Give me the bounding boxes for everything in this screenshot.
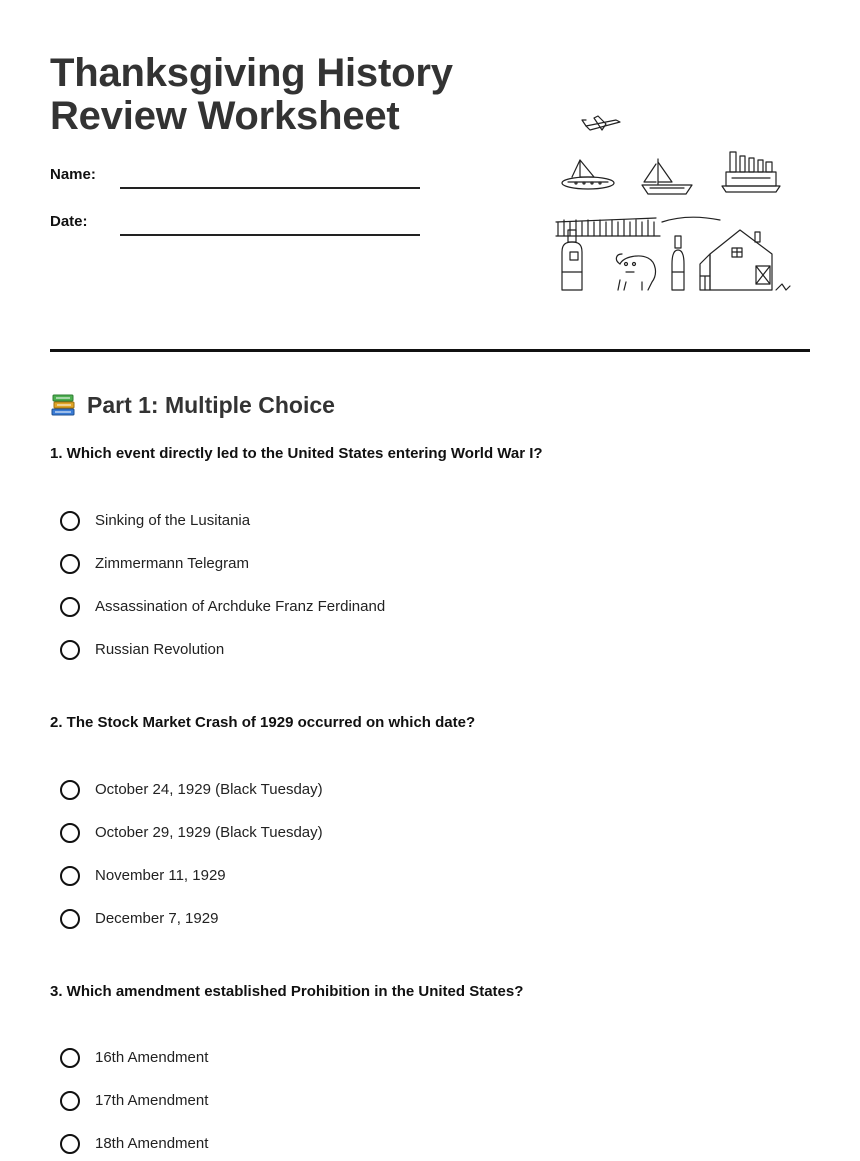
option[interactable]	[60, 585, 385, 628]
header-divider	[50, 349, 810, 352]
radio-button[interactable]	[60, 597, 80, 617]
wheat-field-icon	[556, 217, 720, 236]
radio-button[interactable]	[60, 640, 80, 660]
part1-heading	[50, 388, 335, 422]
books-icon	[50, 391, 78, 419]
radio-button[interactable]	[60, 511, 80, 531]
options-list	[60, 499, 385, 671]
question-text: 3. Which amendment established Prohibition in the United States?	[50, 983, 524, 1000]
title-line-2: Review Worksheet	[50, 94, 400, 138]
option-label[interactable]: Russian Revolution	[95, 641, 225, 658]
airplane-icon	[582, 116, 620, 130]
option-label[interactable]: 16th Amendment	[95, 1049, 209, 1066]
option[interactable]	[60, 854, 323, 897]
name-field	[50, 160, 430, 190]
radio-button[interactable]	[60, 1048, 80, 1068]
radio-button[interactable]	[60, 909, 80, 929]
option-label[interactable]: 17th Amendment	[95, 1092, 209, 1109]
option[interactable]	[60, 897, 323, 940]
sailboat-icon	[642, 159, 692, 194]
option[interactable]	[60, 1079, 208, 1122]
question-3	[50, 981, 830, 1152]
ox-icon	[616, 254, 655, 290]
option[interactable]	[60, 1122, 208, 1161]
date-field	[50, 207, 430, 237]
radio-button[interactable]	[60, 780, 80, 800]
options-list	[60, 1036, 208, 1161]
house-icon	[700, 230, 790, 290]
date-label: Date:	[50, 213, 88, 230]
airship-icon	[562, 160, 614, 189]
question-2	[50, 712, 830, 927]
option[interactable]	[60, 768, 323, 811]
question-text: 1. Which event directly led to the United States entering World War I?	[50, 445, 543, 462]
option-label[interactable]: November 11, 1929	[95, 867, 226, 884]
radio-button[interactable]	[60, 866, 80, 886]
question-1	[50, 443, 830, 658]
radio-button[interactable]	[60, 1134, 80, 1154]
options-list	[60, 768, 323, 940]
option-label[interactable]: Sinking of the Lusitania	[95, 512, 251, 529]
option[interactable]	[60, 542, 385, 585]
option-label[interactable]: 18th Amendment	[95, 1135, 209, 1152]
date-input-line[interactable]	[120, 234, 420, 236]
name-label: Name:	[50, 166, 96, 183]
option-label[interactable]: Assassination of Archduke Franz Ferdinand	[95, 598, 386, 615]
option-label[interactable]: October 29, 1929 (Black Tuesday)	[95, 824, 323, 841]
radio-button[interactable]	[60, 1091, 80, 1111]
wine-bottle-icon	[672, 236, 684, 290]
option-label[interactable]: December 7, 1929	[95, 910, 219, 927]
name-input-line[interactable]	[120, 187, 420, 189]
worksheet-title	[50, 52, 510, 138]
radio-button[interactable]	[60, 823, 80, 843]
question-text: 2. The Stock Market Crash of 1929 occurred on which date?	[50, 714, 476, 731]
option[interactable]	[60, 811, 323, 854]
history-collage-illustration	[550, 104, 800, 300]
option[interactable]	[60, 628, 385, 671]
title-line-1: Thanksgiving History	[50, 51, 453, 95]
part1-heading-text: Part 1: Multiple Choice	[87, 391, 335, 418]
radio-button[interactable]	[60, 554, 80, 574]
option[interactable]	[60, 499, 385, 542]
option-label[interactable]: October 24, 1929 (Black Tuesday)	[95, 781, 323, 798]
factory-icon	[722, 152, 780, 192]
option-label[interactable]: Zimmermann Telegram	[95, 555, 249, 572]
bottle-icon	[562, 230, 582, 290]
option[interactable]	[60, 1036, 208, 1079]
